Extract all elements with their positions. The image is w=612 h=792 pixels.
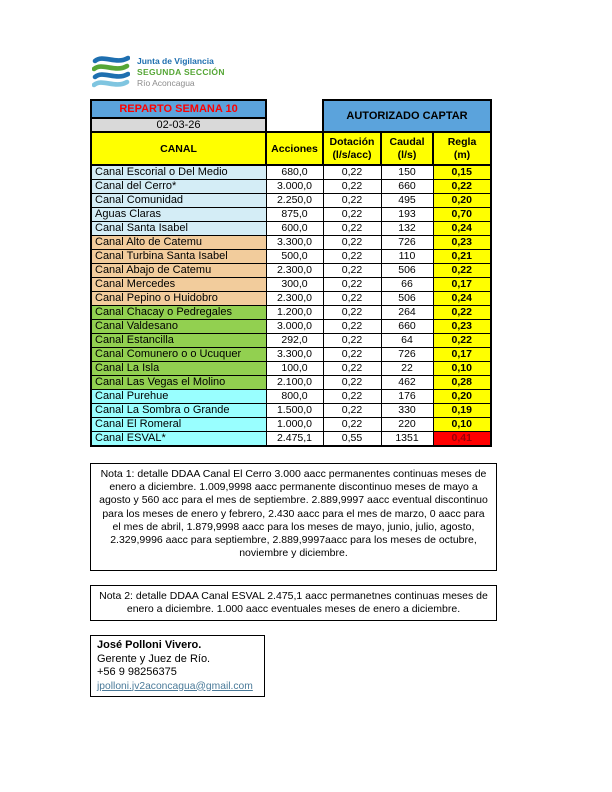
caudal-cell: 330 — [381, 404, 433, 418]
autorizado-title: AUTORIZADO CAPTAR — [323, 100, 491, 132]
reparto-header-row — [91, 100, 491, 118]
regla-cell: 0,20 — [433, 390, 491, 404]
table-row — [91, 376, 491, 390]
org-name: Junta de Vigilancia — [137, 55, 214, 66]
table-row — [91, 236, 491, 250]
acciones-cell: 2.300,0 — [266, 264, 323, 278]
canal-name-cell: Canal Valdesano — [91, 320, 266, 334]
canal-name-cell: Canal Estancilla — [91, 334, 266, 348]
signature-email-link[interactable]: jpolloni.jv2aconcagua@gmail.com — [97, 680, 253, 692]
caudal-cell: 176 — [381, 390, 433, 404]
caudal-cell: 1351 — [381, 432, 433, 447]
canal-name-cell: Canal Escorial o Del Medio — [91, 165, 266, 180]
canal-name-cell: Canal Comunero o o Ucuquer — [91, 348, 266, 362]
dotacion-cell: 0,22 — [323, 418, 381, 432]
caudal-cell: 110 — [381, 250, 433, 264]
regla-cell: 0,22 — [433, 180, 491, 194]
signature-role: Gerente y Juez de Río. — [97, 652, 211, 665]
note-1: Nota 1: detalle DDAA Canal El Cerro 3.000 aacc permanentes continuas meses de enero a diciembre. 1.009,9998 aacc permanente discontinuo meses de mayo a agosto y 560 acc para el mes de septiembre. 2.889,9997 aacc eventual discontinuo para los meses de enero y febrero, 2.430 aacc para el mes de marzo, 0 aacc para el mes de abril, 1.879,9998 aacc para los meses de mayo, junio, julio, agosto, 2.329,9996 aacc para septiembre, 2.889,9997aacc para los meses de octubre, noviembre y diciembre. — [90, 463, 497, 571]
table-row — [91, 250, 491, 264]
dotacion-cell: 0,22 — [323, 194, 381, 208]
acciones-cell: 680,0 — [266, 165, 323, 180]
table-row — [91, 390, 491, 404]
canal-name-cell: Canal La Sombra o Grande — [91, 404, 266, 418]
table-row — [91, 264, 491, 278]
table-row — [91, 320, 491, 334]
table-row — [91, 404, 491, 418]
regla-cell: 0,22 — [433, 334, 491, 348]
caudal-cell: 660 — [381, 180, 433, 194]
org-section: SEGUNDA SECCIÓN — [137, 66, 225, 77]
dotacion-cell: 0,22 — [323, 334, 381, 348]
reparto-table — [90, 99, 492, 447]
table-row — [91, 292, 491, 306]
canal-name-cell: Canal La Isla — [91, 362, 266, 376]
table-row — [91, 348, 491, 362]
dotacion-cell: 0,22 — [323, 306, 381, 320]
caudal-cell: 726 — [381, 348, 433, 362]
dotacion-cell: 0,22 — [323, 180, 381, 194]
regla-cell: 0,24 — [433, 292, 491, 306]
caudal-cell: 506 — [381, 292, 433, 306]
acciones-cell: 3.000,0 — [266, 320, 323, 334]
canal-name-cell: Canal del Cerro* — [91, 180, 266, 194]
table-row — [91, 418, 491, 432]
dotacion-cell: 0,22 — [323, 320, 381, 334]
table-row — [91, 362, 491, 376]
dotacion-cell: 0,22 — [323, 376, 381, 390]
canal-name-cell: Canal Turbina Santa Isabel — [91, 250, 266, 264]
header-spacer — [266, 118, 323, 132]
dotacion-cell: 0,55 — [323, 432, 381, 447]
table-row — [91, 334, 491, 348]
acciones-cell: 3.000,0 — [266, 180, 323, 194]
dotacion-cell: 0,22 — [323, 236, 381, 250]
table-row — [91, 432, 491, 447]
signature-block — [90, 635, 265, 697]
org-river: Río Aconcagua — [137, 77, 195, 88]
canal-name-cell: Canal Mercedes — [91, 278, 266, 292]
caudal-cell: 132 — [381, 222, 433, 236]
regla-cell: 0,10 — [433, 362, 491, 376]
note-2: Nota 2: detalle DDAA Canal ESVAL 2.475,1 aacc permanetnes continuas meses de enero a diciembre. 1.000 aacc eventuales meses de enero a diciembre. — [90, 585, 497, 621]
acciones-cell: 875,0 — [266, 208, 323, 222]
acciones-cell: 100,0 — [266, 362, 323, 376]
table-row — [91, 306, 491, 320]
canal-name-cell: Aguas Claras — [91, 208, 266, 222]
canal-name-cell: Canal Purehue — [91, 390, 266, 404]
regla-cell: 0,17 — [433, 348, 491, 362]
table-row — [91, 194, 491, 208]
regla-cell: 0,19 — [433, 404, 491, 418]
acciones-cell: 600,0 — [266, 222, 323, 236]
col-header-canal: CANAL — [91, 132, 266, 165]
acciones-cell: 2.475,1 — [266, 432, 323, 447]
table-row — [91, 208, 491, 222]
caudal-cell: 264 — [381, 306, 433, 320]
acciones-cell: 3.300,0 — [266, 348, 323, 362]
table-row — [91, 165, 491, 180]
header-spacer — [266, 100, 323, 118]
col-header-acciones: Acciones — [266, 132, 323, 165]
regla-cell: 0,24 — [433, 222, 491, 236]
acciones-cell: 1.200,0 — [266, 306, 323, 320]
canal-name-cell: Canal ESVAL* — [91, 432, 266, 447]
water-waves-icon — [92, 55, 130, 89]
column-header-row — [91, 132, 491, 165]
regla-cell: 0,28 — [433, 376, 491, 390]
dotacion-cell: 0,22 — [323, 208, 381, 222]
canal-name-cell: Canal Las Vegas el Molino — [91, 376, 266, 390]
regla-cell: 0,17 — [433, 278, 491, 292]
regla-cell: 0,70 — [433, 208, 491, 222]
canal-name-cell: Canal Alto de Catemu — [91, 236, 266, 250]
org-logo-text — [137, 56, 225, 89]
caudal-cell: 495 — [381, 194, 433, 208]
table-row — [91, 222, 491, 236]
regla-cell: 0,21 — [433, 250, 491, 264]
caudal-cell: 506 — [381, 264, 433, 278]
acciones-cell: 300,0 — [266, 278, 323, 292]
org-logo — [92, 55, 225, 89]
dotacion-cell: 0,22 — [323, 250, 381, 264]
regla-cell: 0,15 — [433, 165, 491, 180]
caudal-cell: 462 — [381, 376, 433, 390]
dotacion-cell: 0,22 — [323, 278, 381, 292]
col-header-regla: Regla (m) — [433, 132, 491, 165]
acciones-cell: 292,0 — [266, 334, 323, 348]
dotacion-cell: 0,22 — [323, 362, 381, 376]
canal-table-body — [91, 165, 491, 446]
caudal-cell: 726 — [381, 236, 433, 250]
table-row — [91, 278, 491, 292]
dotacion-cell: 0,22 — [323, 404, 381, 418]
caudal-cell: 150 — [381, 165, 433, 180]
canal-name-cell: Canal Pepino o Huidobro — [91, 292, 266, 306]
dotacion-cell: 0,22 — [323, 390, 381, 404]
signature-name: José Polloni Vivero. — [97, 639, 202, 651]
canal-name-cell: Canal Santa Isabel — [91, 222, 266, 236]
dotacion-cell: 0,22 — [323, 348, 381, 362]
caudal-cell: 193 — [381, 208, 433, 222]
acciones-cell: 800,0 — [266, 390, 323, 404]
col-header-dotacion: Dotación (l/s/acc) — [323, 132, 381, 165]
dotacion-cell: 0,22 — [323, 264, 381, 278]
caudal-cell: 660 — [381, 320, 433, 334]
reparto-date: 02-03-26 — [91, 118, 266, 132]
caudal-cell: 64 — [381, 334, 433, 348]
acciones-cell: 2.300,0 — [266, 292, 323, 306]
regla-cell: 0,22 — [433, 306, 491, 320]
dotacion-cell: 0,22 — [323, 165, 381, 180]
reparto-title: REPARTO SEMANA 10 — [91, 100, 266, 118]
acciones-cell: 1.000,0 — [266, 418, 323, 432]
caudal-cell: 220 — [381, 418, 433, 432]
table-row — [91, 180, 491, 194]
acciones-cell: 3.300,0 — [266, 236, 323, 250]
acciones-cell: 500,0 — [266, 250, 323, 264]
caudal-cell: 22 — [381, 362, 433, 376]
canal-name-cell: Canal El Romeral — [91, 418, 266, 432]
col-header-caudal: Caudal (l/s) — [381, 132, 433, 165]
acciones-cell: 1.500,0 — [266, 404, 323, 418]
acciones-cell: 2.250,0 — [266, 194, 323, 208]
dotacion-cell: 0,22 — [323, 292, 381, 306]
canal-name-cell: Canal Comunidad — [91, 194, 266, 208]
canal-name-cell: Canal Chacay o Pedregales — [91, 306, 266, 320]
regla-cell: 0,10 — [433, 418, 491, 432]
signature-phone: +56 9 98256375 — [97, 666, 177, 678]
regla-cell: 0,41 — [433, 432, 491, 447]
canal-name-cell: Canal Abajo de Catemu — [91, 264, 266, 278]
regla-cell: 0,23 — [433, 236, 491, 250]
regla-cell: 0,23 — [433, 320, 491, 334]
dotacion-cell: 0,22 — [323, 222, 381, 236]
regla-cell: 0,22 — [433, 264, 491, 278]
caudal-cell: 66 — [381, 278, 433, 292]
regla-cell: 0,20 — [433, 194, 491, 208]
acciones-cell: 2.100,0 — [266, 376, 323, 390]
